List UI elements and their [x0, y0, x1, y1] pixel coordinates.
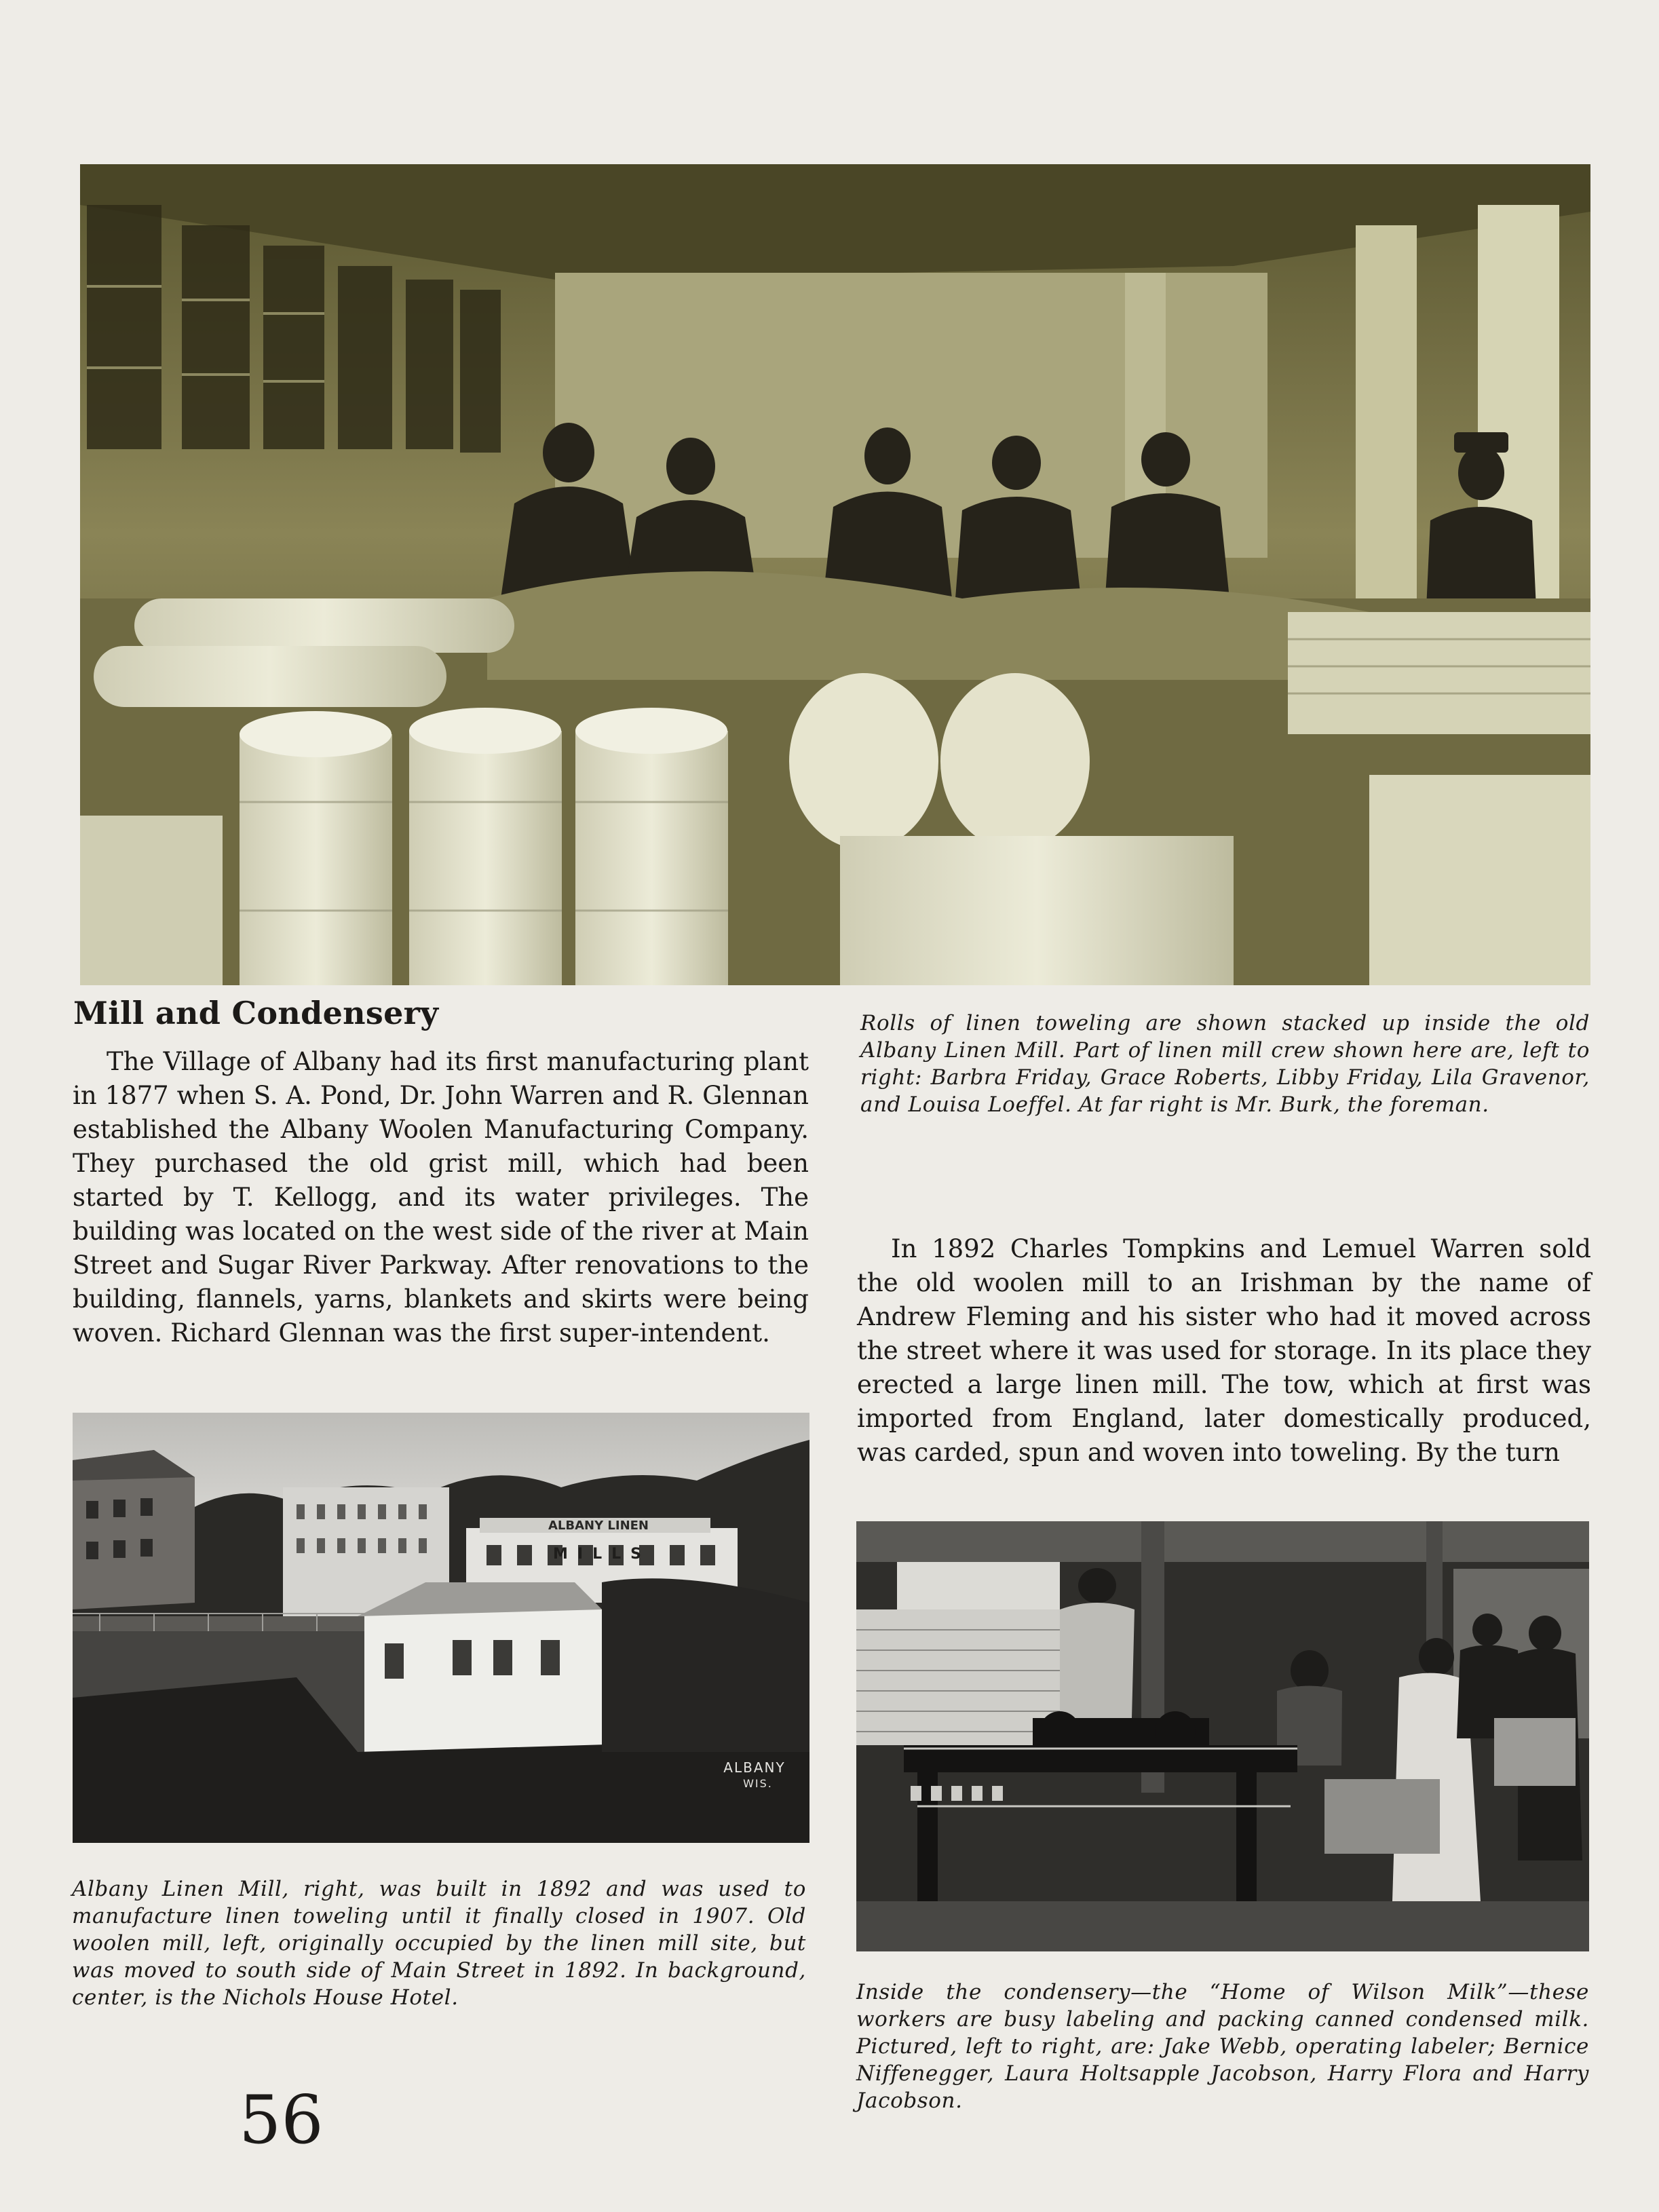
linen-mill-interior-photo — [80, 164, 1590, 985]
body-paragraph-2: In 1892 Charles Tompkins and Lemuel Warren sold the old woolen mill to an Irishman by the name of Andrew Fleming and his sister who had it moved across the street where it was used for storage. In its place they erected a large linen mill. The tow, which at first was imported from England, later domestically produced, was carded, spun and woven into toweling. By the turn — [857, 1234, 1591, 1467]
linen-rolls-caption: Rolls of linen toweling are shown stacked up inside the old Albany Linen Mill. Part of linen mill crew shown here are, left to right: Barbra Friday, Grace Roberts, Libby Friday, Lila Gravenor, and Louisa Loeffel. At far right is Mr. Burk, the foreman. — [860, 1011, 1590, 1117]
condensery-interior-photo — [856, 1521, 1589, 1951]
mill-sign-text: ALBANY LINEN — [548, 1519, 649, 1533]
photo-stamp-wis: WIS. — [743, 1777, 773, 1790]
photo-stamp-albany: ALBANY — [723, 1759, 786, 1776]
linen-mill-caption: Albany Linen Mill, right, was built in 1892 and was used to manufacture linen toweling until it finally closed in 1907. Old woolen mill, left, originally occupied by the linen mill site, but was moved to south side of Main Street in 1892. In background, center, is the Nichols House Hotel. — [72, 1877, 806, 2010]
body-paragraph-1: The Village of Albany had its first manufacturing plant in 1877 when S. A. Pond, Dr. John Warren and R. Glennan established the Albany Woolen Manufacturing Company. They purchased the old grist mill, which had been started by T. Kellogg, and its water privileges. The building was located on the west side of the river at Main Street and Sugar River Parkway. After renovations to the building, flannels, yarns, blankets and skirts were being woven. Richard Glennan was the first super-intendent. — [73, 1047, 809, 1348]
condensery-caption: Inside the condensery—the “Home of Wilson Milk”—these workers are busy labeling and packing canned condensed milk. Pictured, left to right, are: Jake Webb, operating labeler; Bernice Niffenegger, Laura Holtsapple Jacobson, Harry Flora and Harry Jacobson. — [856, 1980, 1589, 2113]
page-number: 56 — [239, 2082, 324, 2159]
section-title: Mill and Condensery — [73, 995, 439, 1031]
albany-linen-mill-photo — [73, 1413, 809, 1843]
mill-sign-mills: MILLS — [553, 1546, 651, 1563]
